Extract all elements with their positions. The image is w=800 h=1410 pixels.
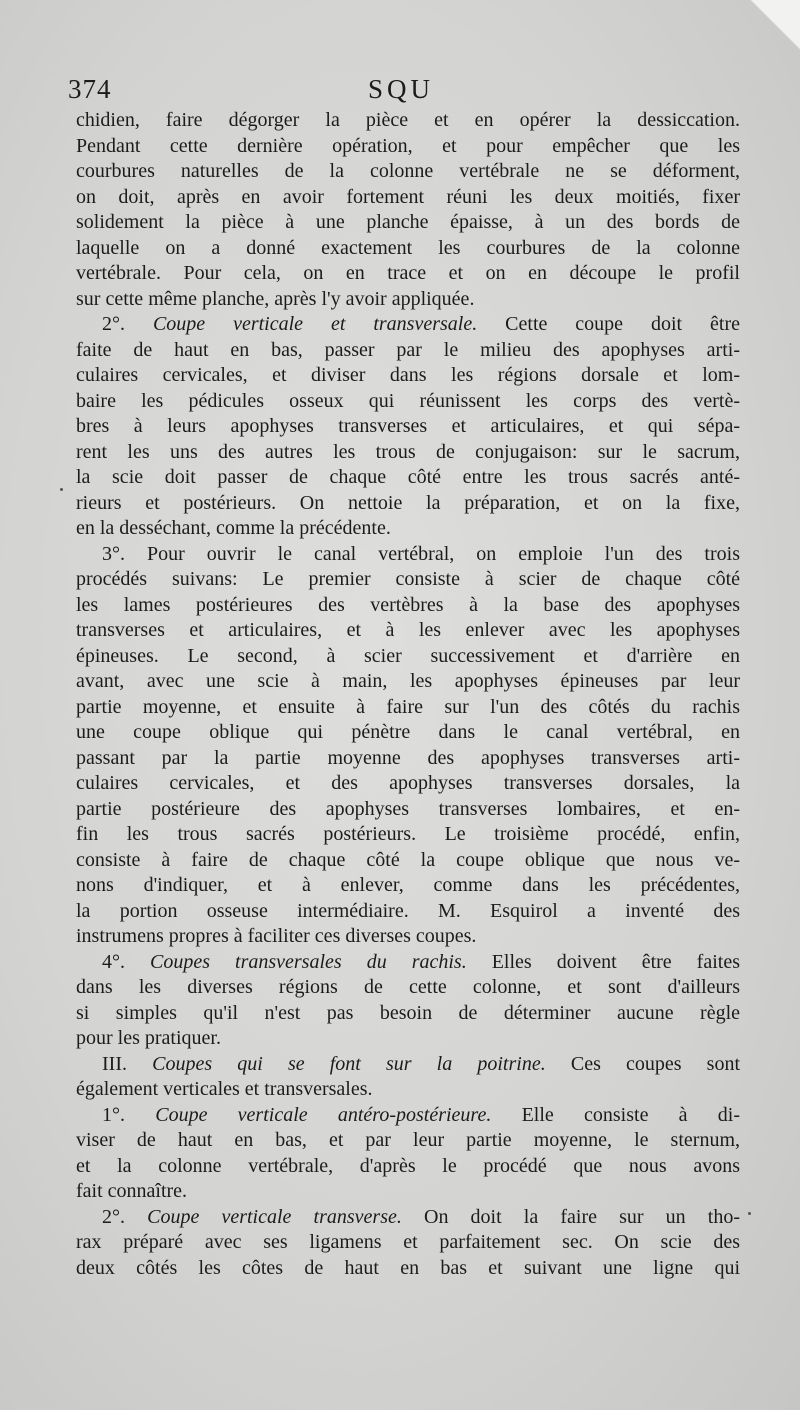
text-line (76, 822, 740, 848)
text-line (76, 108, 740, 134)
text-segment: fin les trous sacrés postérieurs. Le troisième procédé, enfin, (76, 823, 740, 845)
text-line (76, 491, 740, 517)
text-line (76, 1026, 740, 1052)
page-corner-fold (740, 0, 800, 60)
text-segment: également verticales et transversales. (76, 1078, 373, 1100)
text-line (76, 159, 740, 185)
text-segment: partie postérieure des apophyses transverses lombaires, et en- (76, 797, 740, 820)
text-line (76, 899, 740, 925)
text-segment: 2°. (102, 313, 153, 335)
text-line (76, 287, 740, 313)
text-line (76, 1001, 740, 1027)
text-segment: la scie doit passer de chaque côté entre les trous sacrés anté- (76, 466, 740, 488)
text-segment: rieurs et postérieurs. On nettoie la préparation, et on la fixe, (76, 491, 740, 514)
text-line (76, 1154, 740, 1180)
text-line (76, 516, 740, 542)
text-line (76, 695, 740, 721)
text-segment: partie moyenne, et ensuite à faire sur l'un des côtés du rachis (76, 695, 740, 718)
text-segment: rent les uns des autres les trous de conjugaison: sur le sacrum, (76, 440, 740, 463)
text-line (76, 338, 740, 364)
text-line (76, 669, 740, 695)
text-segment: Cette coupe doit être (477, 313, 741, 335)
text-segment: courbures naturelles de la colonne vertébrale ne se déforment, (76, 160, 740, 182)
text-segment: et la colonne vertébrale, d'après le procédé que nous avons (76, 1154, 740, 1177)
text-line (76, 440, 740, 466)
text-line (76, 389, 740, 415)
text-segment: 4°. (102, 950, 151, 973)
text-segment: 1°. (102, 1103, 156, 1126)
text-segment: les lames postérieures des vertèbres à la base des apophyses (76, 593, 740, 616)
text-line (76, 797, 740, 823)
text-segment: chidien, faire dégorger la pièce et en opérer la dessiccation. (76, 109, 740, 131)
text-line (76, 465, 740, 491)
text-segment: Elles doivent être faites (466, 950, 740, 973)
text-line (76, 746, 740, 772)
text-segment: épineuses. Le second, à scier successivement et d'arrière en (76, 644, 740, 667)
text-line (76, 1103, 740, 1129)
ink-speck (60, 488, 63, 491)
running-head (68, 68, 740, 108)
text-segment: culaires cervicales, et diviser dans les régions dorsale et lom- (76, 364, 740, 386)
text-line (76, 950, 740, 976)
text-segment: faite de haut en bas, passer par le milieu des apophyses arti- (76, 338, 740, 361)
text-line (76, 312, 740, 338)
text-segment: procédés suivans: Le premier consiste à scier de chaque côté (76, 568, 740, 590)
page-number: 374 (68, 74, 112, 104)
text-segment: une coupe oblique qui pénètre dans le canal vertébral, en (76, 721, 740, 743)
body-text (76, 108, 740, 1281)
text-segment: III. (102, 1052, 153, 1075)
text-line (76, 261, 740, 287)
text-segment: bres à leurs apophyses transverses et articulaires, et qui sépa- (76, 415, 740, 437)
text-segment: sur cette même planche, après l'y avoir appliquée. (76, 287, 475, 310)
text-segment: pour les pratiquer. (76, 1027, 221, 1049)
text-segment: culaires cervicales, et des apophyses transverses dorsales, la (76, 772, 740, 794)
text-segment: laquelle on a donné exactement les courbures de la colonne (76, 236, 740, 259)
text-segment: 2°. (102, 1205, 148, 1228)
text-line (76, 134, 740, 160)
text-segment: instrumens propres à faciliter ces diverses coupes. (76, 925, 477, 947)
text-line (76, 1230, 740, 1256)
text-line (76, 593, 740, 619)
text-segment: passant par la partie moyenne des apophyses transverses arti- (76, 746, 740, 769)
text-line (76, 1128, 740, 1154)
text-segment: transverses et articulaires, et à les enlever avec les apophyses (76, 619, 740, 641)
text-line (76, 720, 740, 746)
text-line (76, 567, 740, 593)
text-segment: en la desséchant, comme la précédente. (76, 517, 391, 539)
text-segment: consiste à faire de chaque côté la coupe oblique que nous ve- (76, 848, 740, 871)
text-line (76, 414, 740, 440)
text-line (76, 924, 740, 950)
text-line (76, 236, 740, 262)
text-line (76, 363, 740, 389)
italic-heading: Coupe verticale antéro-postérieure. (155, 1103, 492, 1126)
text-line (76, 185, 740, 211)
text-segment: rax préparé avec ses ligamens et parfaitement sec. On scie des (76, 1231, 740, 1253)
text-segment: la portion osseuse intermédiaire. M. Esquirol a inventé des (76, 899, 740, 922)
text-line (76, 644, 740, 670)
text-line (76, 1205, 740, 1231)
text-line (76, 1052, 740, 1078)
text-segment: Ces coupes sont (545, 1052, 740, 1075)
text-segment: fait connaître. (76, 1180, 188, 1202)
italic-heading: Coupes transversales du rachis. (150, 950, 467, 973)
text-line (76, 1256, 740, 1282)
text-segment: Elle consiste à di- (491, 1103, 741, 1126)
text-line (76, 975, 740, 1001)
text-line (76, 771, 740, 797)
text-segment: Pendant cette dernière opération, et pour empêcher que les (76, 134, 740, 157)
text-line (76, 1179, 740, 1205)
text-line (76, 848, 740, 874)
text-line (76, 1077, 740, 1103)
text-line (76, 873, 740, 899)
text-line (76, 542, 740, 568)
text-segment: nons d'indiquer, et à enlever, comme dans les précédentes, (76, 874, 740, 896)
text-segment: vertébrale. Pour cela, on en trace et on en découpe le profil (76, 262, 740, 284)
ink-speck (748, 1212, 751, 1215)
text-segment: on doit, après en avoir fortement réuni les deux moitiés, fixer (76, 185, 740, 208)
text-line (76, 210, 740, 236)
text-segment: deux côtés les côtes de haut en bas et suivant une ligne qui (76, 1256, 740, 1279)
text-segment: solidement la pièce à une planche épaisse, à un des bords de (76, 211, 740, 233)
text-segment: avant, avec une scie à main, les apophyses épineuses par leur (76, 670, 740, 692)
text-segment: dans les diverses régions de cette colonne, et sont d'ailleurs (76, 976, 740, 998)
text-segment: 3°. Pour ouvrir le canal vertébral, on emploie l'un des trois (102, 542, 740, 565)
text-segment: viser de haut en bas, et par leur partie moyenne, le sternum, (76, 1129, 740, 1151)
text-segment: baire les pédicules osseux qui réunissent les corps des vertè- (76, 389, 740, 412)
italic-heading: Coupe verticale et transversale. (152, 313, 478, 335)
text-line (76, 618, 740, 644)
italic-heading: Coupes qui se font sur la poitrine. (152, 1052, 546, 1075)
running-title: SQU (368, 74, 435, 104)
text-segment: On doit la faire sur un tho- (401, 1205, 741, 1228)
italic-heading: Coupe verticale transverse. (147, 1205, 402, 1228)
text-segment: si simples qu'il n'est pas besoin de déterminer aucune règle (76, 1001, 740, 1024)
